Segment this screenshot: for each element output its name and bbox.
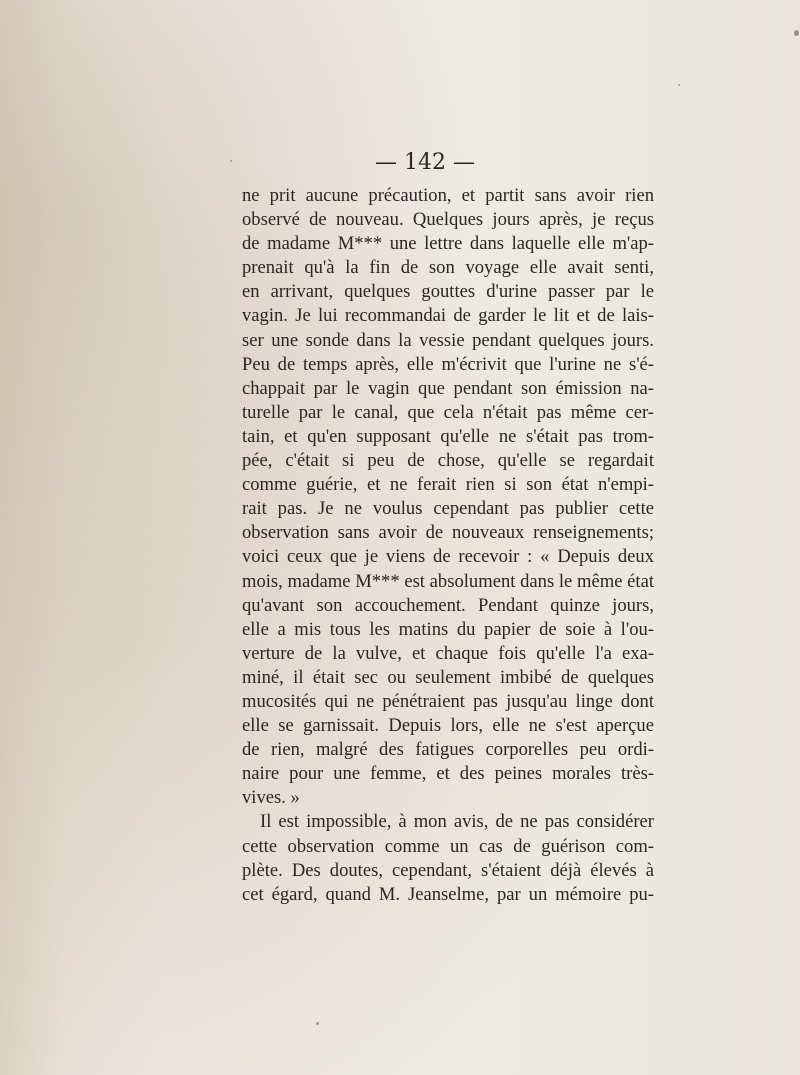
page-number: — 142 — — [375, 150, 475, 175]
text-line: cette observation comme un cas de guérison com- — [242, 835, 654, 857]
text-line: pée, c'était si peu de chose, qu'elle se regardait — [242, 450, 654, 472]
body-text — [242, 184, 654, 907]
text-line: vives. » — [242, 787, 300, 809]
text-line: en arrivant, quelques gouttes d'urine passer par le — [242, 281, 654, 303]
text-line: Peu de temps après, elle m'écrivit que l'urine ne s'é- — [242, 353, 654, 375]
text-line: mois, madame M*** est absolument dans le même état — [242, 570, 654, 592]
text-line: verture de la vulve, et chaque fois qu'elle l'a exa- — [242, 642, 654, 664]
text-line: mucosités qui ne pénétraient pas jusqu'au linge dont — [242, 690, 654, 712]
text-line: plète. Des doutes, cependant, s'étaient déjà élevés à — [242, 859, 654, 881]
text-line: elle a mis tous les matins du papier de soie à l'ou- — [242, 618, 654, 640]
text-line: elle se garnissait. Depuis lors, elle ne s'est aperçue — [242, 715, 654, 737]
text-line: qu'avant son accouchement. Pendant quinze jours, — [242, 594, 654, 616]
text-line: observé de nouveau. Quelques jours après, je reçus — [242, 209, 654, 231]
text-line: cet égard, quand M. Jeanselme, par un mémoire pu- — [242, 883, 654, 905]
text-line: chappait par le vagin que pendant son émission na- — [242, 377, 654, 399]
text-line: naire pour une femme, et des peines morales très- — [242, 763, 654, 785]
text-line: observation sans avoir de nouveaux renseignements; — [242, 522, 654, 544]
paper-speck — [678, 84, 680, 86]
text-line: vagin. Je lui recommandai de garder le lit et de lais- — [242, 305, 654, 327]
text-line: ser une sonde dans la vessie pendant quelques jours. — [242, 329, 654, 351]
paper-speck — [794, 30, 799, 36]
paper-speck — [316, 1022, 319, 1025]
text-line: de rien, malgré des fatigues corporelles peu ordi- — [242, 739, 654, 761]
paper-speck — [230, 160, 232, 162]
text-line: Il est impossible, à mon avis, de ne pas considérer — [260, 811, 654, 833]
text-line: rait pas. Je ne voulus cependant pas publier cette — [242, 498, 654, 520]
text-line: turelle par le canal, que cela n'était pas même cer- — [242, 401, 654, 423]
text-line: prenait qu'à la fin de son voyage elle avait senti, — [242, 257, 654, 279]
text-line: miné, il était sec ou seulement imbibé de quelques — [242, 666, 654, 688]
text-line: de madame M*** une lettre dans laquelle elle m'ap- — [242, 233, 654, 255]
text-line: voici ceux que je viens de recevoir : « Depuis deux — [242, 546, 654, 568]
text-line: tain, et qu'en supposant qu'elle ne s'était pas trom- — [242, 425, 654, 447]
text-line: comme guérie, et ne ferait rien si son état n'empi- — [242, 474, 654, 496]
text-line: ne prit aucune précaution, et partit sans avoir rien — [242, 185, 654, 206]
